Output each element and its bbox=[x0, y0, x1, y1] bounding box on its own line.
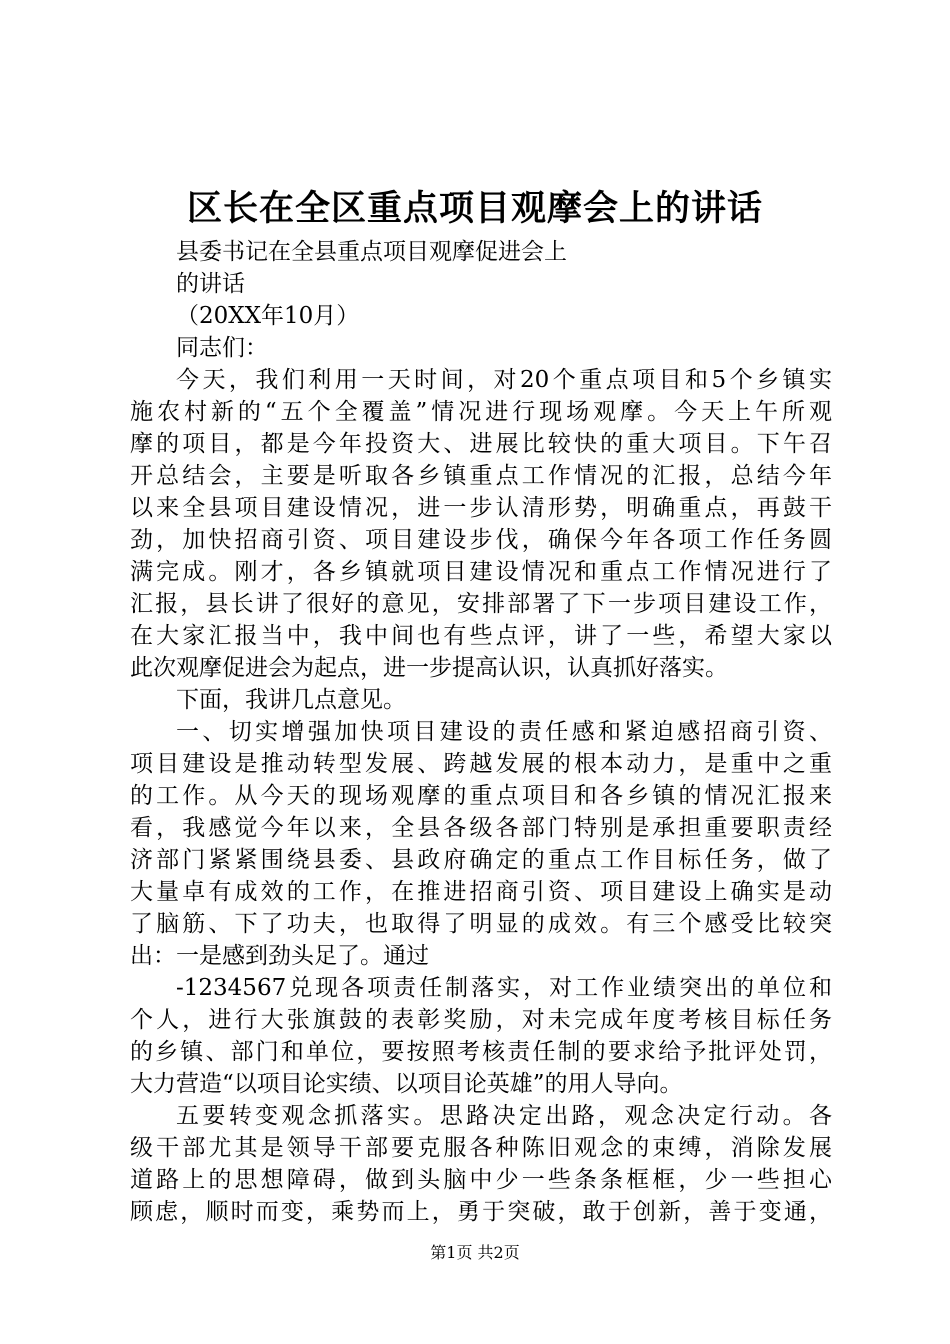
body-line: 满完成。刚才，各乡镇就项目建设情况和重点工作情况进行了 bbox=[130, 559, 832, 585]
body-line: （20XX年10月） bbox=[176, 303, 360, 329]
body-line: 五要转变观念抓落实。思路决定出路，观念决定行动。各 bbox=[176, 1103, 832, 1129]
body-line: 的工作。从今天的现场观摩的重点项目和各乡镇的情况汇报来 bbox=[130, 783, 832, 809]
body-line: 下面，我讲几点意见。 bbox=[176, 687, 406, 713]
document-body bbox=[130, 236, 832, 1228]
body-line: 摩的项目，都是今年投资大、进展比较快的重大项目。下午召 bbox=[130, 431, 832, 457]
document-title: 区长在全区重点项目观摩会上的讲话 bbox=[186, 188, 763, 229]
body-line: 开总结会，主要是听取各乡镇重点工作情况的汇报，总结今年 bbox=[130, 463, 832, 489]
body-line: 道路上的思想障碍，做到头脑中少一些条条框框，少一些担心 bbox=[130, 1167, 832, 1193]
body-line: 项目建设是推动转型发展、跨越发展的根本动力，是重中之重 bbox=[130, 751, 832, 777]
body-line: 顾虑，顺时而变，乘势而上，勇于突破，敢于创新，善于变通， bbox=[130, 1199, 832, 1225]
body-line: 县委书记在全县重点项目观摩促进会上 bbox=[176, 239, 567, 265]
body-line: 看，我感觉今年以来，全县各级各部门特别是承担重要职责经 bbox=[130, 815, 832, 841]
body-line: 今天，我们利用一天时间，对20个重点项目和5个乡镇实 bbox=[176, 367, 832, 393]
body-line: 的乡镇、部门和单位，要按照考核责任制的要求给予批评处罚， bbox=[130, 1039, 832, 1065]
body-line: 济部门紧紧围绕县委、县政府确定的重点工作目标任务，做了 bbox=[130, 847, 832, 873]
body-line: 以来全县项目建设情况，进一步认清形势，明确重点，再鼓干 bbox=[130, 495, 832, 521]
body-line: 劲，加快招商引资、项目建设步伐，确保今年各项工作任务圆 bbox=[130, 527, 832, 553]
body-line: 汇报，县长讲了很好的意见，安排部署了下一步项目建设工作， bbox=[130, 591, 832, 617]
page-footer: 第1页 共2页 bbox=[430, 1243, 520, 1262]
body-line: 大量卓有成效的工作，在推进招商引资、项目建设上确实是动 bbox=[130, 879, 832, 905]
body-line: 了脑筋、下了功夫，也取得了明显的成效。有三个感受比较突 bbox=[130, 911, 832, 937]
body-line: 在大家汇报当中，我中间也有些点评，讲了一些，希望大家以 bbox=[130, 623, 832, 649]
salutation: 同志们： bbox=[176, 335, 268, 361]
body-line: 此次观摩促进会为起点，进一步提高认识，认真抓好落实。 bbox=[130, 655, 728, 681]
body-line: 个人，进行大张旗鼓的表彰奖励，对未完成年度考核目标任务 bbox=[130, 1007, 832, 1033]
body-line: 施农村新的“五个全覆盖”情况进行现场观摩。今天上午所观 bbox=[130, 399, 832, 425]
section-heading: 一、切实增强加快项目建设的责任感和紧迫感招商引资、 bbox=[176, 719, 832, 745]
body-line: -1234567兑现各项责任制落实，对工作业绩突出的单位和 bbox=[176, 975, 832, 1001]
body-line: 级干部尤其是领导干部要克服各种陈旧观念的束缚，消除发展 bbox=[130, 1135, 832, 1161]
body-line: 出：一是感到劲头足了。通过 bbox=[130, 943, 429, 969]
body-line: 大力营造“以项目论实绩、以项目论英雄”的用人导向。 bbox=[130, 1071, 683, 1097]
body-line: 的讲话 bbox=[176, 271, 245, 297]
